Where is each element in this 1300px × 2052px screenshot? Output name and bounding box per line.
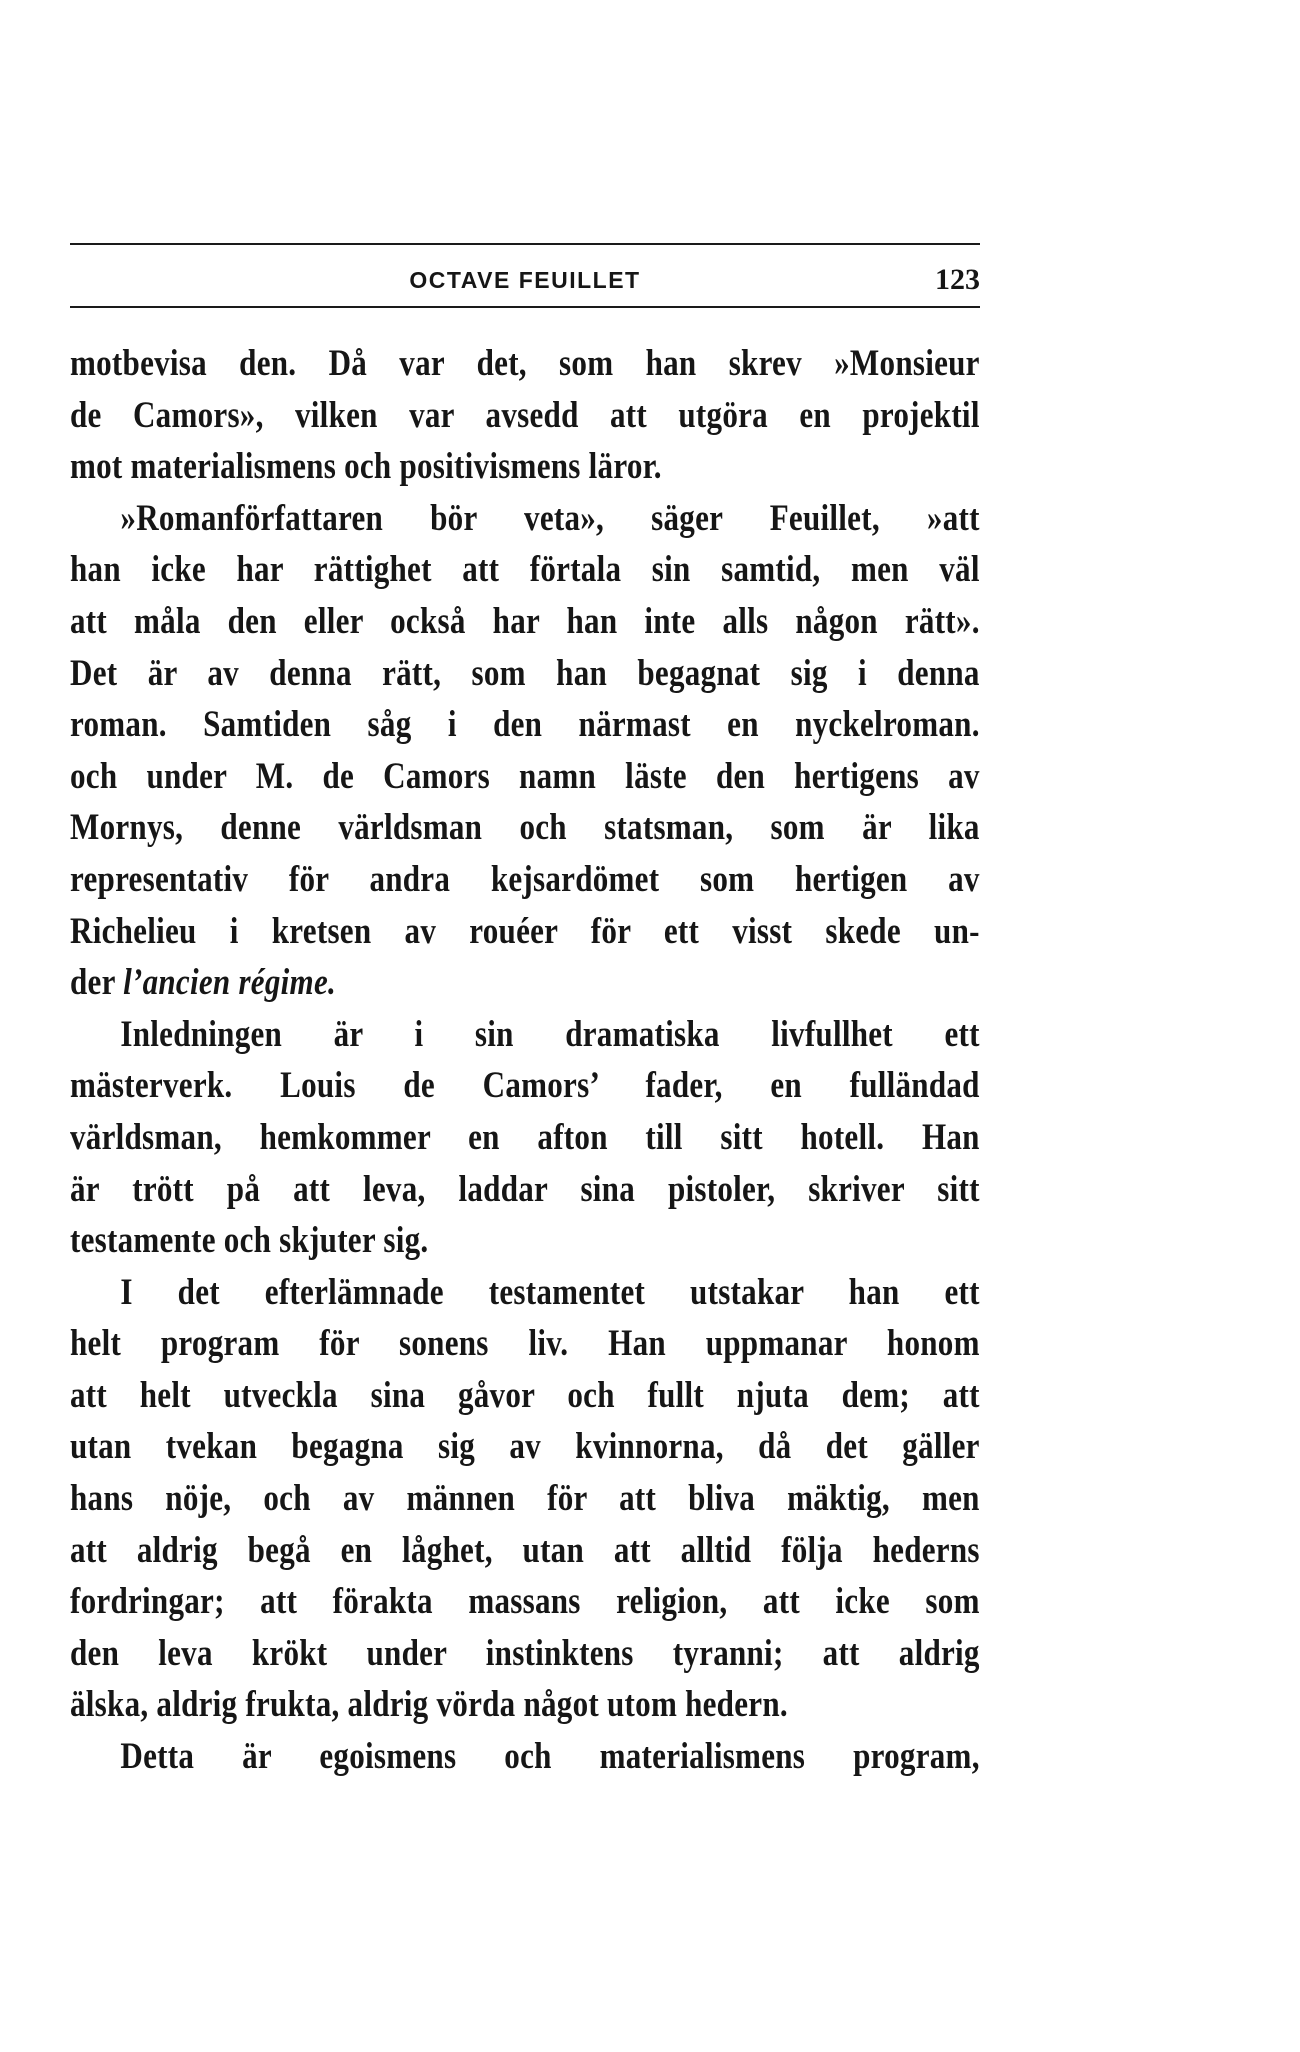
text-line bbox=[70, 338, 980, 390]
text-line bbox=[70, 1267, 980, 1319]
header-top-rule bbox=[70, 243, 980, 245]
running-head bbox=[70, 263, 980, 297]
text-line-content: mästerverk. Louis de Camors’ fader, en fulländad bbox=[70, 1065, 980, 1107]
text-line-content: och under M. de Camors namn läste den hertigens av bbox=[70, 755, 980, 797]
text-line-content: roman. Samtiden såg i den närmast en nyckelroman. bbox=[70, 704, 980, 746]
text-line-content: att måla den eller också har han inte alls någon rätt». bbox=[70, 600, 980, 642]
text-line bbox=[70, 906, 980, 958]
body-text bbox=[70, 338, 980, 1783]
text-line-content: Detta är egoismens och materialismens program, bbox=[120, 1736, 980, 1778]
text-line-content: att aldrig begå en låghet, utan att alltid följa hederns bbox=[70, 1529, 980, 1571]
text-line bbox=[70, 1215, 980, 1267]
text-line bbox=[70, 1112, 980, 1164]
text-line-content: I det efterlämnade testamentet utstakar han ett bbox=[120, 1271, 980, 1313]
text-line-italic: l’ancien régime. bbox=[123, 962, 337, 1004]
text-line bbox=[70, 957, 980, 1009]
text-line bbox=[70, 390, 980, 442]
text-line bbox=[70, 1421, 980, 1473]
text-line bbox=[70, 751, 980, 803]
text-line bbox=[70, 441, 980, 493]
text-line-content: Richelieu i kretsen av rouéer för ett visst skede un- bbox=[70, 910, 980, 952]
header-bottom-rule bbox=[70, 306, 980, 308]
text-line-content: testamente och skjuter sig. bbox=[70, 1220, 429, 1262]
text-line bbox=[70, 1628, 980, 1680]
text-line bbox=[70, 1370, 980, 1422]
text-line-content: hans nöje, och av männen för att bliva mäktig, men bbox=[70, 1478, 980, 1520]
text-line bbox=[70, 1318, 980, 1370]
page-number: 123 bbox=[935, 263, 980, 296]
text-line bbox=[70, 1731, 980, 1783]
text-line-content: Mornys, denne världsman och statsman, som är lika bbox=[70, 807, 980, 849]
text-line bbox=[70, 1473, 980, 1525]
text-line-content: han icke har rättighet att förtala sin samtid, men väl bbox=[70, 549, 980, 591]
text-line bbox=[70, 854, 980, 906]
text-line-content: »Romanförfattaren bör veta», säger Feuillet, »att bbox=[120, 497, 980, 539]
running-title: OCTAVE FEUILLET bbox=[409, 267, 641, 293]
text-line bbox=[70, 802, 980, 854]
text-line-content: världsman, hemkommer en afton till sitt hotell. Han bbox=[70, 1116, 980, 1158]
text-line bbox=[70, 493, 980, 545]
text-line bbox=[70, 1576, 980, 1628]
text-line bbox=[70, 699, 980, 751]
text-line-content: älska, aldrig frukta, aldrig vörda något utom hedern. bbox=[70, 1684, 788, 1726]
text-line bbox=[70, 544, 980, 596]
text-line bbox=[70, 648, 980, 700]
text-line-content: de Camors», vilken var avsedd att utgöra en projektil bbox=[70, 394, 980, 436]
text-line-content: är trött på att leva, laddar sina pistoler, skriver sitt bbox=[70, 1168, 980, 1210]
text-line-content: helt program för sonens liv. Han uppmanar honom bbox=[70, 1323, 980, 1365]
text-line-content: Det är av denna rätt, som han begagnat sig i denna bbox=[70, 652, 980, 694]
text-line bbox=[70, 1679, 980, 1731]
text-line bbox=[70, 1164, 980, 1216]
text-line bbox=[70, 1009, 980, 1061]
text-line-content: att helt utveckla sina gåvor och fullt njuta dem; att bbox=[70, 1374, 980, 1416]
text-line-content: der bbox=[70, 962, 124, 1004]
text-line-content: mot materialismens och positivismens läror. bbox=[70, 446, 662, 488]
text-line-content: utan tvekan begagna sig av kvinnorna, då det gäller bbox=[70, 1426, 980, 1468]
text-line bbox=[70, 596, 980, 648]
text-line-content: representativ för andra kejsardömet som hertigen av bbox=[70, 858, 980, 900]
text-line-content: motbevisa den. Då var det, som han skrev »Monsieur bbox=[70, 343, 980, 384]
text-line bbox=[70, 1060, 980, 1112]
text-line bbox=[70, 1525, 980, 1577]
text-line-content: den leva krökt under instinktens tyranni; att aldrig bbox=[70, 1632, 980, 1674]
text-line-content: fordringar; att förakta massans religion, att icke som bbox=[70, 1581, 980, 1623]
text-line-content: Inledningen är i sin dramatiska livfullhet ett bbox=[120, 1013, 980, 1055]
